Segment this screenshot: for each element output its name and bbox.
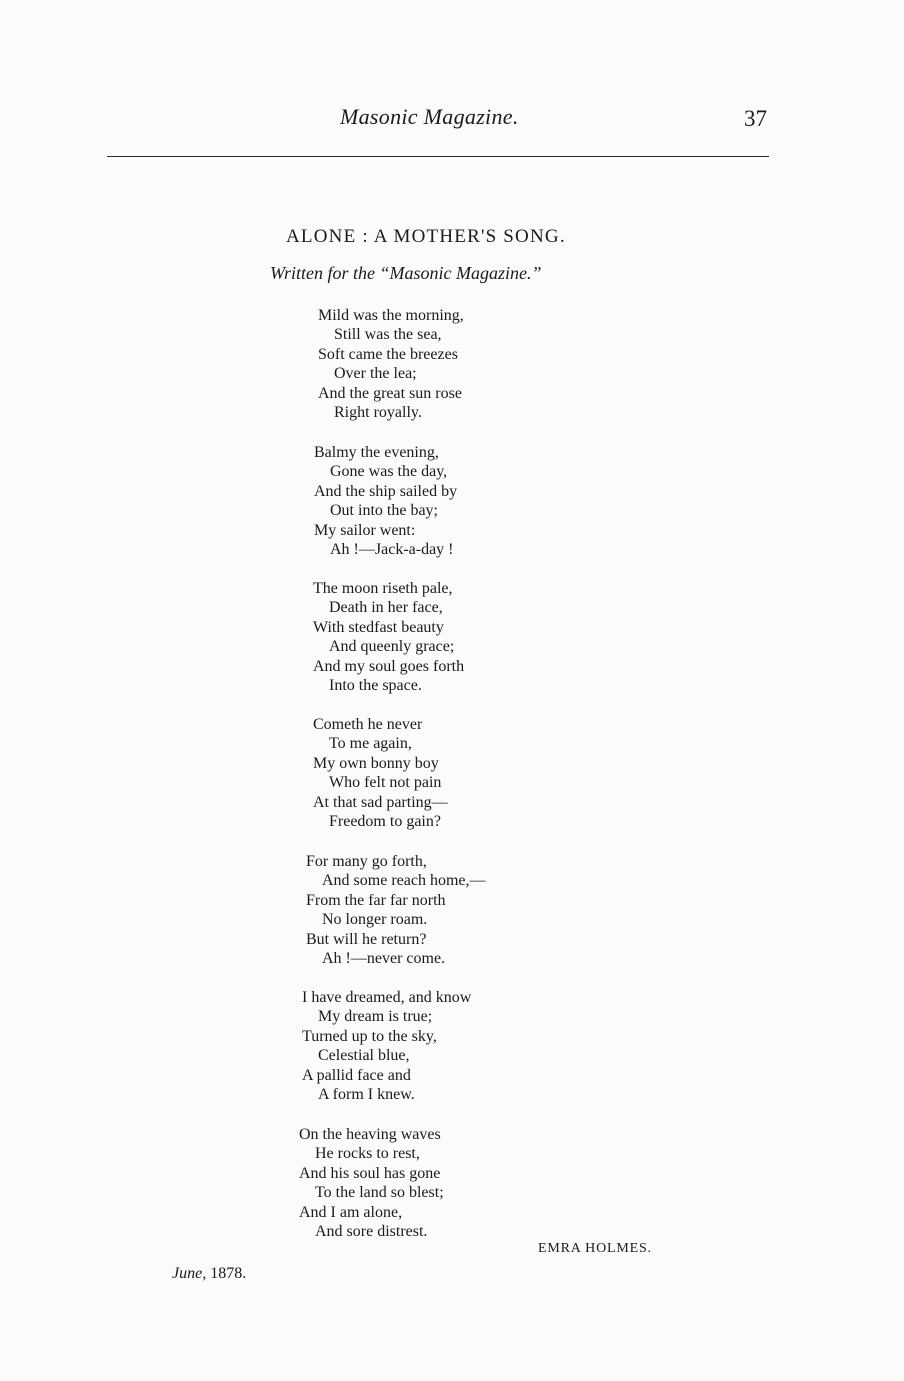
poem-line: Turned up to the sky,	[302, 1027, 437, 1045]
poem-line: The moon riseth pale,	[313, 580, 453, 597]
poem-subtitle: Written for the “Masonic Magazine.”	[270, 263, 542, 283]
poem-line: Right royally.	[334, 404, 422, 421]
author-signature: EMRA HOLMES.	[538, 1241, 652, 1256]
poem-line: Cometh he never	[313, 716, 423, 733]
poem-line: Out into the bay;	[330, 502, 438, 520]
poem-line: A form I knew.	[318, 1086, 415, 1103]
poem-line: Gone was the day,	[330, 463, 448, 481]
poem-line: My sailor went:	[314, 521, 416, 539]
poem-line: At that sad parting—	[313, 793, 448, 811]
poem-line: Death in her face,	[329, 599, 443, 617]
poem-line: He rocks to rest,	[315, 1145, 420, 1163]
header-rule	[107, 156, 769, 157]
poem-line: My dream is true;	[318, 1008, 433, 1026]
running-head-title: Masonic Magazine.	[340, 104, 519, 129]
poem-line: A pallid face and	[302, 1066, 411, 1084]
poem-line: And sore distrest.	[315, 1223, 428, 1240]
poem-line: Mild was the morning,	[318, 307, 464, 324]
poem-line: My own bonny boy	[313, 754, 439, 772]
poem-line: To me again,	[329, 735, 412, 753]
poem-line: And my soul goes forth	[313, 657, 465, 675]
poem-line: For many go forth,	[306, 853, 427, 870]
poem-line: Freedom to gain?	[329, 813, 441, 830]
poem-line: Celestial blue,	[318, 1047, 410, 1065]
poem-line: And some reach home,—	[322, 872, 486, 890]
poem-line: I have dreamed, and know	[302, 989, 472, 1006]
poem-line: With stedfast beauty	[313, 618, 444, 636]
date-year: 1878.	[210, 1265, 247, 1282]
poem-title: ALONE : A MOTHER'S SONG.	[286, 226, 566, 247]
poem-line: From the far far north	[306, 891, 446, 909]
poem-line: To the land so blest;	[315, 1184, 444, 1202]
page-number: 37	[744, 106, 767, 131]
poem-line: But will he return?	[306, 930, 427, 948]
date-month: June,	[172, 1265, 207, 1282]
poem-line: And queenly grace;	[329, 638, 455, 656]
poem-line: And I am alone,	[299, 1203, 403, 1221]
poem-line: And the ship sailed by	[314, 482, 458, 500]
poem-line: Who felt not pain	[329, 774, 442, 792]
poem-line: Ah !—Jack-a-day !	[330, 541, 454, 558]
poem-line: And his soul has gone	[299, 1164, 441, 1182]
date-line	[172, 1265, 246, 1283]
poem-line: Into the space.	[329, 677, 422, 694]
poem-line: Still was the sea,	[334, 326, 442, 344]
poem-line: No longer roam.	[322, 911, 428, 929]
poem-line: Soft came the breezes	[318, 345, 458, 363]
poem-line: And the great sun rose	[318, 384, 462, 402]
poem-line: Over the lea;	[334, 365, 417, 383]
poem-line: Balmy the evening,	[314, 444, 439, 461]
poem-line: Ah !—never come.	[322, 950, 446, 967]
poem-line: On the heaving waves	[299, 1126, 441, 1143]
